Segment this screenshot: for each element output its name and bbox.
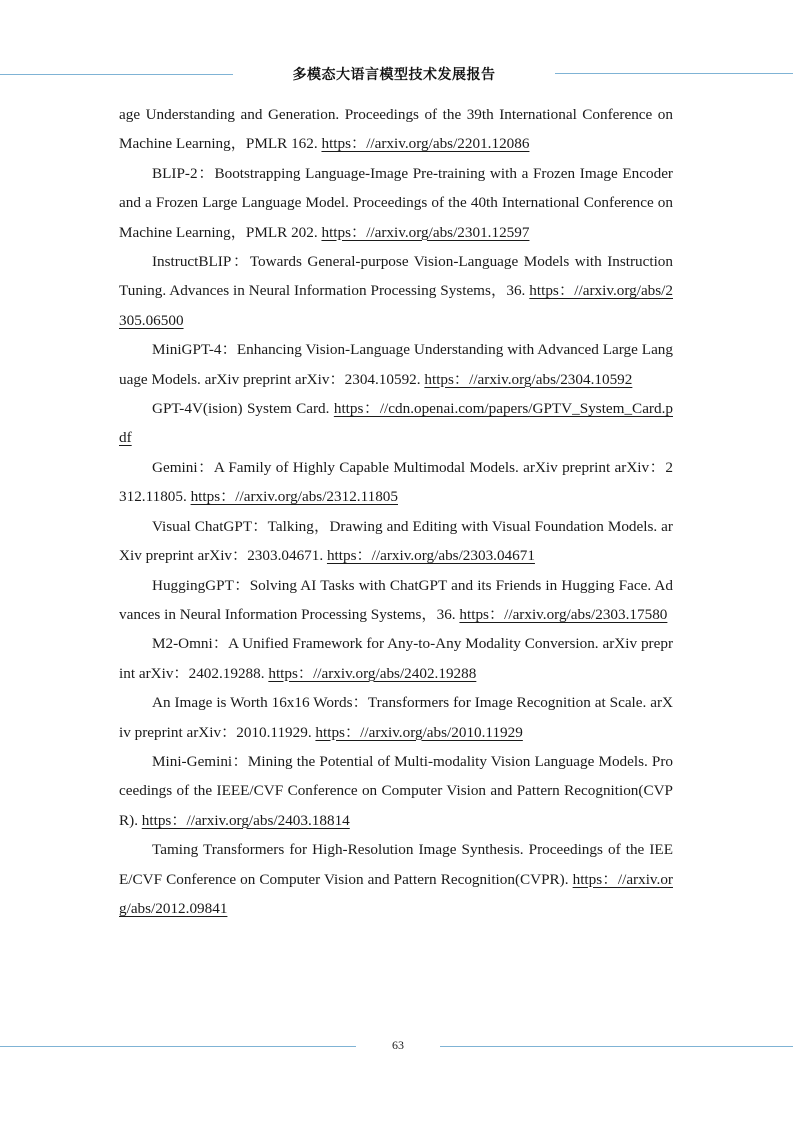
reference-text: Visual ChatGPT：Talking，Drawing and Editing with Visual Foundation Models. arXiv preprint arXiv：2303.04671. [119,517,673,565]
reference-text: InstructBLIP：Towards General-purpose Vision-Language Models with Instruction Tuning. Advances in Neural Information Processing Systems，36. [119,253,673,300]
reference-text: M2-Omni：A Unified Framework for Any-to-Any Modality Conversion. arXiv preprint arXiv：2402.19288. [119,635,673,682]
reference-link[interactable]: https：//arxiv.org/abs/2301.12597 [321,223,530,241]
reference-link[interactable]: https：//arxiv.org/abs/2305.06500 [119,282,673,329]
reference-link[interactable]: https：//arxiv.org/abs/2304.10592 [424,370,633,388]
reference-text: HuggingGPT：Solving AI Tasks with ChatGPT and its Friends in Hugging Face. Advances in Neural Information Processing Systems，36. [119,576,673,623]
reference-entry [119,247,673,335]
reference-list [119,100,673,923]
reference-link[interactable]: https：//arxiv.org/abs/2312.11805 [190,488,398,506]
reference-link[interactable]: https：//arxiv.org/abs/2303.04671 [326,547,535,565]
reference-entry-continued [119,100,673,159]
reference-entry [119,688,673,747]
reference-entry [119,453,673,512]
reference-entry [119,747,673,835]
reference-link[interactable]: https：//arxiv.org/abs/2402.19288 [268,664,477,682]
reference-link[interactable]: https：//arxiv.org/abs/2303.17580 [459,605,668,623]
reference-entry [119,571,673,630]
reference-entry [119,335,673,394]
header-rule-left [0,74,233,75]
reference-text: age Understanding and Generation. Proceedings of the 39th International Conference on Machine Learning，PMLR 162. [119,106,673,153]
reference-text: Mini-Gemini：Mining the Potential of Multi-modality Vision Language Models. Proceedings of the IEEE/CVF Conference on Computer Vision and Pattern Recognition(CVPR). [119,752,673,829]
page-header-title: 多模态大语言模型技术发展报告 [292,67,496,83]
reference-link[interactable]: https：//cdn.openai.com/papers/GPTV_System_Card.pdf [119,400,673,447]
reference-entry [119,835,673,923]
reference-entry [119,394,673,453]
reference-link[interactable]: https：//arxiv.org/abs/2403.18814 [141,811,350,829]
reference-entry [119,629,673,688]
reference-text: GPT-4V(ision) System Card. [152,400,334,418]
footer-rule-left [0,1046,356,1047]
page-number: 63 [392,1038,404,1052]
reference-text: An Image is Worth 16x16 Words：Transformers for Image Recognition at Scale. arXiv preprint arXiv：2010.11929. [119,694,673,741]
reference-link[interactable]: https：//arxiv.org/abs/2201.12086 [321,135,530,153]
reference-link[interactable]: https：//arxiv.org/abs/2010.11929 [315,723,523,741]
reference-text: Gemini：A Family of Highly Capable Multimodal Models. arXiv preprint arXiv：2312.11805. [119,458,673,506]
reference-entry [119,159,673,247]
header-rule-right [555,73,793,74]
footer-rule-right [440,1046,793,1047]
reference-text: MiniGPT-4：Enhancing Vision-Language Understanding with Advanced Large Language Models. arXiv preprint arXiv：2304.10592. [119,341,673,388]
reference-text: Taming Transformers for High-Resolution Image Synthesis. Proceedings of the IEEE/CVF Conference on Computer Vision and Pattern Recognition(CVPR). [119,841,673,888]
reference-entry [119,512,673,571]
reference-link[interactable]: https：//arxiv.org/abs/2012.09841 [119,870,673,917]
reference-text: BLIP-2：Bootstrapping Language-Image Pre-training with a Frozen Image Encoder and a Frozen Large Language Model. Proceedings of the 40th International Conference on Machine Learning，PMLR 202. [119,164,673,241]
